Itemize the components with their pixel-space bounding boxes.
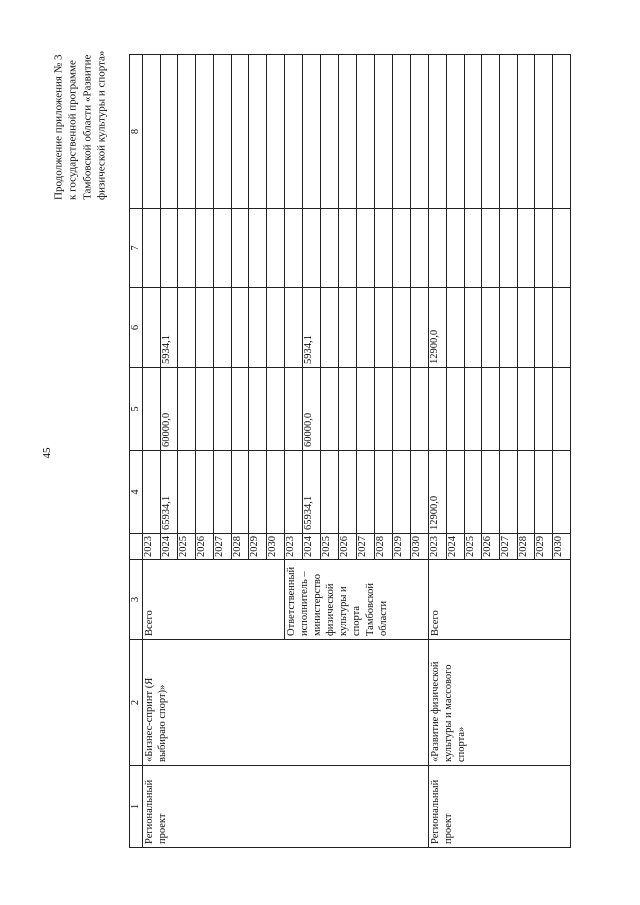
value-cell-other [429, 55, 447, 209]
value-cell-regional [446, 288, 464, 368]
value-cell-local [196, 209, 214, 288]
value-cell-regional [231, 288, 249, 368]
year-cell: 2023 [284, 534, 302, 560]
value-cell-regional [196, 288, 214, 368]
value-cell-total [196, 451, 214, 534]
value-cell-local [482, 209, 500, 288]
funding-source-cell: Ответственный исполнитель – министерство физической культуры и спорта Тамбовской области [284, 560, 428, 640]
value-cell-total [482, 451, 500, 534]
value-cell-federal [446, 368, 464, 451]
value-cell-other [553, 55, 571, 209]
funding-table-wrapper [129, 55, 571, 848]
value-cell-other [178, 55, 196, 209]
project-type-cell: Региональный проект [429, 766, 571, 848]
year-cell: 2030 [553, 534, 571, 560]
value-cell-other [374, 55, 392, 209]
value-cell-other [143, 55, 161, 209]
value-cell-federal [284, 368, 302, 451]
value-cell-local [356, 209, 374, 288]
funding-source-cell: Всего [143, 560, 285, 640]
value-cell-local [553, 209, 571, 288]
value-cell-other [500, 55, 518, 209]
year-cell: 2025 [178, 534, 196, 560]
value-cell-other [213, 55, 231, 209]
value-cell-other [338, 55, 356, 209]
column-header: 1 [130, 766, 143, 848]
value-cell-other [393, 55, 411, 209]
value-cell-federal [411, 368, 429, 451]
column-header: 8 [130, 55, 143, 209]
value-cell-local [446, 209, 464, 288]
value-cell-regional [464, 288, 482, 368]
year-cell: 2024 [160, 534, 178, 560]
value-cell-total [500, 451, 518, 534]
column-header: 2 [130, 640, 143, 766]
year-cell: 2030 [267, 534, 285, 560]
heading-line: к государственной программе [66, 60, 79, 200]
column-header: 4 [130, 451, 143, 534]
value-cell-regional [178, 288, 196, 368]
value-cell-regional [553, 288, 571, 368]
heading-line: физической культуры и спорта» [95, 50, 108, 200]
value-cell-regional [535, 288, 553, 368]
column-header: 3 [130, 560, 143, 640]
value-cell-federal [143, 368, 161, 451]
value-cell-federal [178, 368, 196, 451]
year-cell: 2024 [446, 534, 464, 560]
year-cell: 2023 [143, 534, 161, 560]
year-cell: 2025 [320, 534, 338, 560]
value-cell-federal [320, 368, 338, 451]
value-cell-local [231, 209, 249, 288]
year-cell: 2026 [482, 534, 500, 560]
value-cell-local [517, 209, 535, 288]
value-cell-regional [393, 288, 411, 368]
year-cell: 2023 [429, 534, 447, 560]
value-cell-federal [464, 368, 482, 451]
value-cell-other [517, 55, 535, 209]
value-cell-regional [213, 288, 231, 368]
value-cell-total [356, 451, 374, 534]
funding-source-cell: Всего [429, 560, 571, 640]
value-cell-other [284, 55, 302, 209]
value-cell-regional [143, 288, 161, 368]
table-row [429, 55, 447, 848]
value-cell-local [429, 209, 447, 288]
value-cell-regional [267, 288, 285, 368]
value-cell-federal [429, 368, 447, 451]
value-cell-local [535, 209, 553, 288]
value-cell-federal [393, 368, 411, 451]
value-cell-regional: 12900,0 [429, 288, 447, 368]
year-cell: 2029 [393, 534, 411, 560]
value-cell-total [464, 451, 482, 534]
year-cell: 2026 [196, 534, 214, 560]
project-name-cell: «Бизнес-спринт (Я выбираю спорт)» [143, 640, 429, 766]
value-cell-regional [356, 288, 374, 368]
value-cell-local [338, 209, 356, 288]
value-cell-federal [231, 368, 249, 451]
value-cell-regional [284, 288, 302, 368]
value-cell-total: 12900,0 [429, 451, 447, 534]
value-cell-regional [374, 288, 392, 368]
year-cell: 2030 [411, 534, 429, 560]
value-cell-regional: 5934,1 [160, 288, 178, 368]
value-cell-local [374, 209, 392, 288]
value-cell-other [302, 55, 320, 209]
value-cell-local [143, 209, 161, 288]
value-cell-federal [356, 368, 374, 451]
value-cell-federal [249, 368, 267, 451]
value-cell-federal: 60000,0 [302, 368, 320, 451]
column-header: 6 [130, 288, 143, 368]
table-row [143, 55, 161, 848]
value-cell-total [143, 451, 161, 534]
column-header-year [130, 534, 143, 560]
value-cell-total [320, 451, 338, 534]
value-cell-other [535, 55, 553, 209]
year-cell: 2028 [517, 534, 535, 560]
year-cell: 2027 [356, 534, 374, 560]
value-cell-other [356, 55, 374, 209]
value-cell-regional [500, 288, 518, 368]
year-cell: 2025 [464, 534, 482, 560]
value-cell-local [213, 209, 231, 288]
value-cell-local [160, 209, 178, 288]
value-cell-other [320, 55, 338, 209]
column-number-row [130, 55, 143, 848]
value-cell-regional [320, 288, 338, 368]
value-cell-other [411, 55, 429, 209]
value-cell-federal [482, 368, 500, 451]
value-cell-total: 65934,1 [160, 451, 178, 534]
value-cell-total [338, 451, 356, 534]
value-cell-regional [338, 288, 356, 368]
value-cell-federal [374, 368, 392, 451]
value-cell-total [446, 451, 464, 534]
page-number: 45 [41, 447, 53, 459]
value-cell-total [374, 451, 392, 534]
value-cell-local [249, 209, 267, 288]
value-cell-total [267, 451, 285, 534]
project-type-cell: Региональный проект [143, 766, 429, 848]
value-cell-local [393, 209, 411, 288]
value-cell-regional: 5934,1 [302, 288, 320, 368]
value-cell-total [553, 451, 571, 534]
value-cell-total [535, 451, 553, 534]
value-cell-federal [517, 368, 535, 451]
year-cell: 2029 [249, 534, 267, 560]
heading-line: Продолжение приложения № 3 [52, 54, 65, 200]
value-cell-total [517, 451, 535, 534]
value-cell-federal [267, 368, 285, 451]
value-cell-federal [196, 368, 214, 451]
value-cell-federal [553, 368, 571, 451]
value-cell-local [411, 209, 429, 288]
value-cell-local [464, 209, 482, 288]
value-cell-regional [482, 288, 500, 368]
value-cell-other [196, 55, 214, 209]
appendix-heading [51, 50, 108, 200]
value-cell-total [284, 451, 302, 534]
value-cell-total [213, 451, 231, 534]
value-cell-other [231, 55, 249, 209]
value-cell-total: 65934,1 [302, 451, 320, 534]
value-cell-total [393, 451, 411, 534]
value-cell-other [160, 55, 178, 209]
funding-table [129, 54, 571, 848]
value-cell-other [464, 55, 482, 209]
project-name-cell: «Развитие физической культуры и массового спорта» [429, 640, 571, 766]
value-cell-regional [249, 288, 267, 368]
value-cell-total [231, 451, 249, 534]
year-cell: 2026 [338, 534, 356, 560]
value-cell-local [320, 209, 338, 288]
value-cell-regional [517, 288, 535, 368]
value-cell-local [267, 209, 285, 288]
year-cell: 2028 [231, 534, 249, 560]
column-header: 7 [130, 209, 143, 288]
value-cell-federal [500, 368, 518, 451]
value-cell-federal [338, 368, 356, 451]
value-cell-other [446, 55, 464, 209]
value-cell-local [302, 209, 320, 288]
value-cell-other [267, 55, 285, 209]
value-cell-local [284, 209, 302, 288]
value-cell-other [482, 55, 500, 209]
year-cell: 2027 [213, 534, 231, 560]
value-cell-federal [213, 368, 231, 451]
value-cell-local [500, 209, 518, 288]
year-cell: 2029 [535, 534, 553, 560]
value-cell-total [178, 451, 196, 534]
year-cell: 2028 [374, 534, 392, 560]
year-cell: 2027 [500, 534, 518, 560]
value-cell-federal: 60000,0 [160, 368, 178, 451]
value-cell-local [178, 209, 196, 288]
year-cell: 2024 [302, 534, 320, 560]
column-header: 5 [130, 368, 143, 451]
value-cell-total [411, 451, 429, 534]
heading-line: Тамбовской области «Развитие [81, 54, 93, 200]
value-cell-total [249, 451, 267, 534]
value-cell-other [249, 55, 267, 209]
value-cell-regional [411, 288, 429, 368]
value-cell-federal [535, 368, 553, 451]
